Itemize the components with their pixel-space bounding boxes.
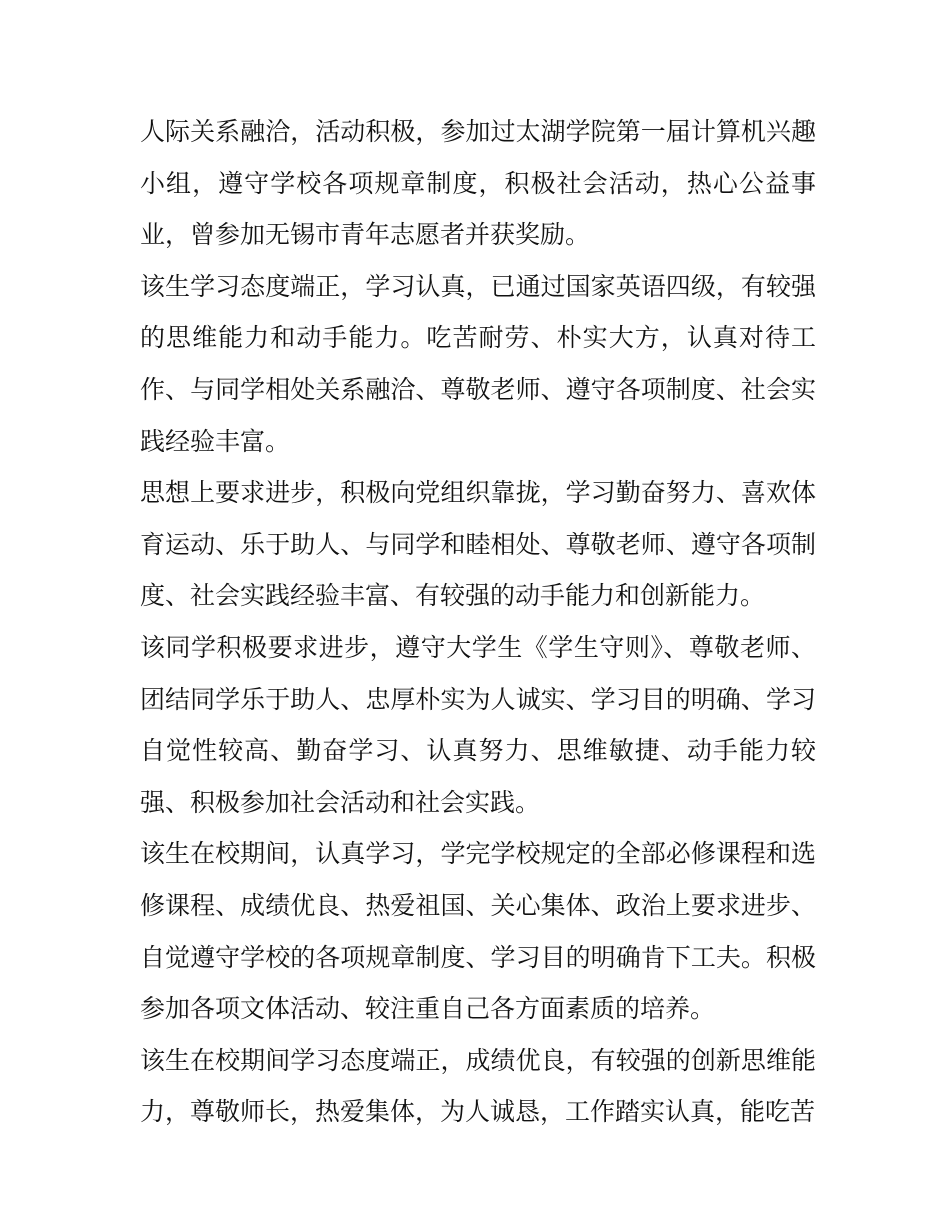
document-body (140, 106, 816, 1138)
paragraph-6: 该生在校期间学习态度端正，成绩优良，有较强的创新思维能力，尊敬师长，热爱集体，为人诚恳，工作踏实认真，能吃苦 (140, 1045, 816, 1127)
paragraph-2: 该生学习态度端正，学习认真，已通过国家英语四级，有较强的思维能力和动手能力。吃苦耐劳、朴实大方，认真对待工作、与同学相处关系融洽、尊敬老师、遵守各项制度、社会实践经验丰富。 (140, 271, 816, 456)
paragraph-4: 该同学积极要求进步，遵守大学生《学生守则》、尊敬老师、团结同学乐于助人、忠厚朴实为人诚实、学习目的明确、学习自觉性较高、勤奋学习、认真努力、思维敏捷、动手能力较强、积极参加社会活动和社会实践。 (140, 632, 816, 817)
paragraph-3: 思想上要求进步，积极向党组织靠拢，学习勤奋努力、喜欢体育运动、乐于助人、与同学和睦相处、尊敬老师、遵守各项制度、社会实践经验丰富、有较强的动手能力和创新能力。 (140, 478, 816, 611)
paragraph-5: 该生在校期间，认真学习，学完学校规定的全部必修课程和选修课程、成绩优良、热爱祖国、关心集体、政治上要求进步、自觉遵守学校的各项规章制度、学习目的明确肯下工夫。积极参加各项文体活动、较注重自己各方面素质的培养。 (140, 839, 816, 1024)
paragraph-1: 人际关系融洽，活动积极，参加过太湖学院第一届计算机兴趣小组，遵守学校各项规章制度，积极社会活动，热心公益事业，曾参加无锡市青年志愿者并获奖励。 (140, 117, 816, 250)
